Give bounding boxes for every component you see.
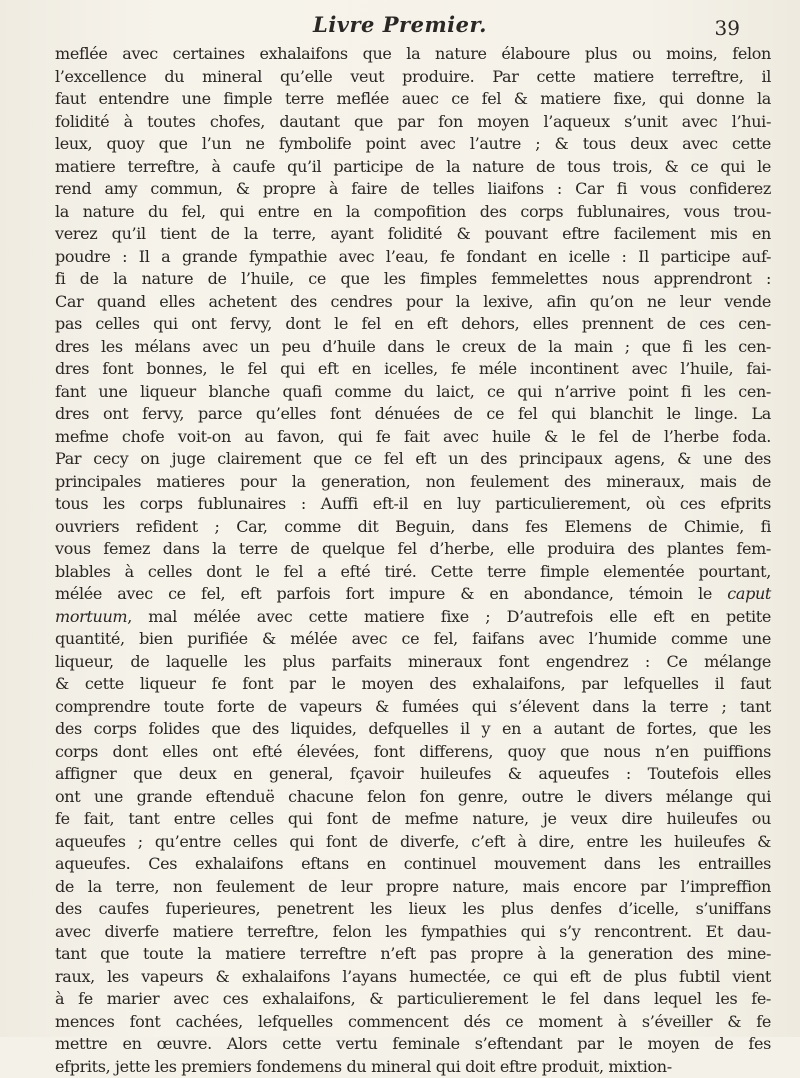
text-segment: fe fait, tant entre celles qui font de mefme nature, je veux dire huileufes ou [55, 809, 771, 828]
text-line [55, 583, 771, 606]
text-segment: efprits, jette les premiers fondemens du mineral qui doit eftre produit, mixtion- [55, 1057, 672, 1076]
text-line [55, 1056, 771, 1078]
text-segment: avec diverfe matiere terreftre, felon les fympathies qui s’y rencontrent. Et dau- [55, 922, 771, 941]
text-segment: ouvriers refident ; Car, comme dit Beguin, dans fes Elemens de Chimie, fi [55, 517, 771, 536]
text-segment: des caufes fuperieures, penetrent les lieux les plus denfes d’icelle, s’uniffans [55, 899, 771, 918]
text-line [55, 831, 771, 854]
text-line [55, 898, 771, 921]
text-segment: verez qu’il tient de la terre, ayant folidité & pouvant eftre facilement mis en [55, 224, 771, 243]
text-line [55, 156, 771, 179]
text-segment: fant une liqueur blanche quafi comme du laict, ce qui n’arrive point fi les cen- [55, 382, 771, 401]
text-segment: dres les mélans avec un peu d’huile dans le creux de la main ; que fi les cen- [55, 337, 771, 356]
text-line [55, 651, 771, 674]
text-segment: aqueufes. Ces exhalaifons eftans en continuel mouvement dans les entrailles [55, 854, 771, 873]
text-segment: & cette liqueur fe font par le moyen des exhalaifons, par lefquelles il faut [55, 674, 771, 693]
text-segment: matiere terreftre, à caufe qu’il participe de la nature de tous trois, & ce qui le [55, 157, 771, 176]
text-segment: leux, quoy que l’un ne fymbolife point avec l’autre ; & tous deux avec cette [55, 134, 771, 153]
text-line [55, 381, 771, 404]
text-line [55, 223, 771, 246]
text-segment: vous femez dans la terre de quelque fel d’herbe, elle produira des plantes fem- [55, 539, 771, 558]
text-line [55, 426, 771, 449]
text-line [55, 313, 771, 336]
text-line [55, 561, 771, 584]
text-segment: mélée avec ce fel, eft parfois fort impure & en abondance, témoin le [55, 584, 727, 603]
text-segment: poudre : Il a grande fympathie avec l’eau, fe fondant en icelle : Il participe auf- [55, 247, 771, 266]
text-segment: des corps folides que des liquides, defquelles il y en a autant de fortes, que les [55, 719, 771, 738]
text-line [55, 268, 771, 291]
text-line [55, 808, 771, 831]
text-line [55, 358, 771, 381]
text-line [55, 291, 771, 314]
text-line [55, 201, 771, 224]
text-segment: mences font cachées, lefquelles commencent dés ce moment à s’éveiller & fe [55, 1012, 771, 1031]
text-segment: mefme chofe voit-on au favon, qui fe fait avec huile & le fel de l’herbe foda. [55, 427, 771, 446]
text-segment: folidité à toutes chofes, dautant que par fon moyen l’aqueux s’unit avec l’hui- [55, 112, 771, 131]
text-line [55, 673, 771, 696]
text-segment: pas celles qui ont fervy, dont le fel en eft dehors, elles prennent de ces cen- [55, 314, 771, 333]
text-segment: tous les corps fublunaires : Auffi eft-il en luy particulierement, où ces efprits [55, 494, 771, 513]
text-segment: Par cecy on juge clairement que ce fel eft un des principaux agens, & une des [55, 449, 771, 468]
text-line [55, 538, 771, 561]
text-line [55, 718, 771, 741]
text-segment: de la terre, non feulement de leur propre nature, mais encore par l’impreffion [55, 877, 771, 896]
text-segment: dres ont fervy, parce qu’elles font dénuées de ce fel qui blanchit le linge. La [55, 404, 771, 423]
text-line [55, 1033, 771, 1056]
text-line [55, 921, 771, 944]
text-segment: l’excellence du mineral qu’elle veut produire. Par cette matiere terreftre, il [55, 67, 771, 86]
text-segment: ont une grande eftenduë chacune felon fon genre, outre le divers mélange qui [55, 787, 771, 806]
text-line [55, 66, 771, 89]
text-segment: mettre en œuvre. Alors cette vertu feminale s’eftendant par le moyen de fes [55, 1034, 771, 1053]
text-segment: corps dont elles ont efté élevées, font differens, quoy que nous n’en puiffions [55, 742, 771, 761]
text-line [55, 336, 771, 359]
text-line [55, 988, 771, 1011]
text-segment: dres font bonnes, le fel qui eft en icelles, fe méle incontinent avec l’huile, fai- [55, 359, 771, 378]
running-head-title: Livre Premier. [0, 12, 800, 37]
text-line [55, 43, 771, 66]
text-line [55, 1011, 771, 1034]
text-segment: , mal mélée avec cette matiere fixe ; D’autrefois elle eft en petite [127, 607, 771, 626]
text-segment: fi de la nature de l’huile, ce que les fimples femmelettes nous apprendront : [55, 269, 771, 288]
italic-text: caput [727, 584, 771, 603]
text-line [55, 763, 771, 786]
text-segment: à fe marier avec ces exhalaifons, & particulierement le fel dans lequel les fe- [55, 989, 771, 1008]
text-line [55, 403, 771, 426]
text-line [55, 448, 771, 471]
text-segment: principales matieres pour la generation, non feulement des mineraux, mais de [55, 472, 771, 491]
text-segment: blables à celles dont le fel a efté tiré. Cette terre fimple elementée pourtant, [55, 562, 771, 581]
text-segment: aqueufes ; qu’entre celles qui font de diverfe, c’eft à dire, entre les huileufes & [55, 832, 771, 851]
text-line [55, 628, 771, 651]
text-line [55, 943, 771, 966]
body-text [55, 43, 771, 1078]
text-segment: comprendre toute forte de vapeurs & fumées qui s’élevent dans la terre ; tant [55, 697, 771, 716]
text-line [55, 246, 771, 269]
text-line [55, 786, 771, 809]
text-line [55, 178, 771, 201]
text-segment: liqueur, de laquelle les plus parfaits mineraux font engendrez : Ce mélange [55, 652, 771, 671]
italic-text: mortuum [55, 607, 127, 626]
text-line [55, 493, 771, 516]
text-line [55, 111, 771, 134]
text-line [55, 876, 771, 899]
text-line [55, 853, 771, 876]
text-line [55, 471, 771, 494]
text-segment: Car quand elles achetent des cendres pour la lexive, afin qu’on ne leur vende [55, 292, 771, 311]
text-line [55, 606, 771, 629]
page-number: 39 [715, 16, 740, 40]
text-line [55, 88, 771, 111]
text-segment: meflée avec certaines exhalaifons que la nature élaboure plus ou moins, felon [55, 44, 771, 63]
text-segment: la nature du fel, qui entre en la compofition des corps fublunaires, vous trou- [55, 202, 771, 221]
text-segment: tant que toute la matiere terreftre n’eft pas propre à la generation des mine- [55, 944, 771, 963]
text-line [55, 516, 771, 539]
running-head [0, 6, 800, 46]
text-line [55, 966, 771, 989]
text-segment: affigner que deux en general, fçavoir huileufes & aqueufes : Toutefois elles [55, 764, 771, 783]
text-segment: rend amy commun, & propre à faire de telles liaifons : Car fi vous confiderez [55, 179, 771, 198]
text-segment: raux, les vapeurs & exhalaifons l’ayans humectée, ce qui eft de plus fubtil vient [55, 967, 771, 986]
text-segment: quantité, bien purifiée & mélée avec ce fel, faifans avec l’humide comme une [55, 629, 771, 648]
text-line [55, 133, 771, 156]
text-line [55, 741, 771, 764]
text-segment: faut entendre une fimple terre meflée auec ce fel & matiere fixe, qui donne la [55, 89, 771, 108]
text-line [55, 696, 771, 719]
